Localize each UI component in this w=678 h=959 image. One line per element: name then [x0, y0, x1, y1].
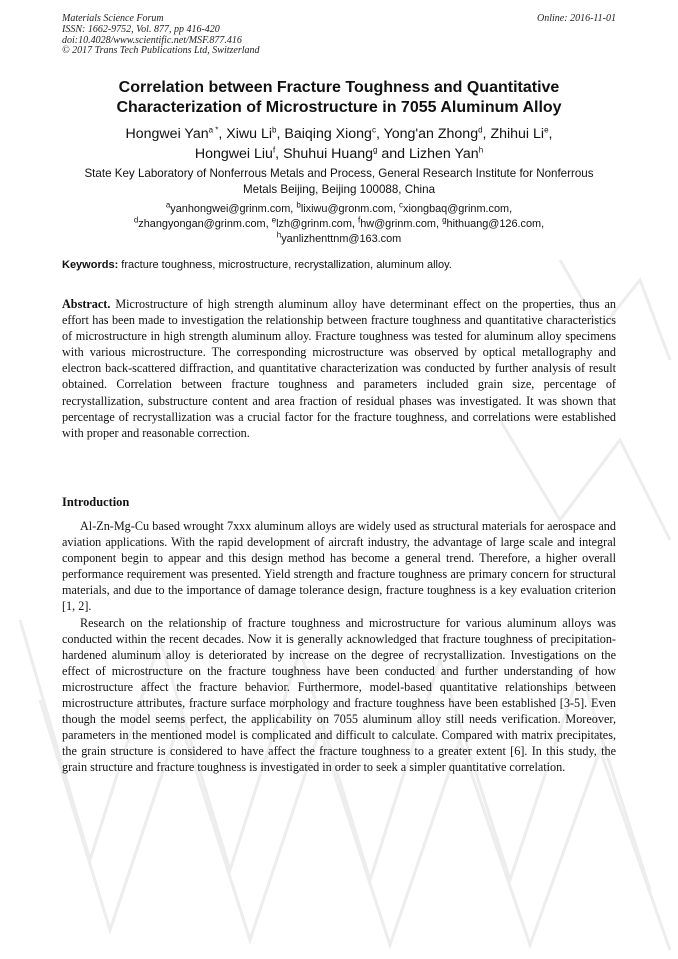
- email-sup: f: [357, 215, 361, 225]
- author-name: Lizhen Yan: [409, 146, 479, 162]
- author-sep: and: [377, 146, 410, 162]
- email-line-3: [62, 232, 616, 247]
- journal-header: [62, 14, 616, 57]
- author-sup: g: [373, 145, 378, 155]
- affiliation: [62, 166, 616, 198]
- author-name: Zhihui Li: [490, 126, 545, 142]
- author-sep: ,: [275, 146, 284, 162]
- keywords-label: Keywords:: [62, 259, 119, 271]
- email-link[interactable]: yanhongwei@grinm.com,: [170, 203, 297, 215]
- email-link[interactable]: zhangyongan@grinm.com,: [138, 218, 272, 230]
- email-sup: d: [133, 215, 139, 225]
- author-sup: e: [544, 125, 549, 135]
- email-sup: a: [165, 200, 171, 210]
- issn-line: ISSN: 1662-9752, Vol. 877, pp 416-420: [62, 23, 220, 35]
- email-link[interactable]: lixiwu@gronm.com,: [300, 203, 400, 215]
- author-line-2: [40, 144, 638, 164]
- journal-name: Materials Science Forum: [62, 13, 164, 24]
- author-sup: c: [371, 125, 376, 135]
- email-link[interactable]: hithuang@126.com,: [446, 218, 545, 230]
- introduction-body: [62, 518, 616, 776]
- author-sup: a *: [208, 125, 219, 135]
- email-link[interactable]: xiongbaq@grinm.com,: [403, 203, 513, 215]
- email-line-2: [62, 217, 616, 232]
- email-sup: h: [276, 230, 282, 240]
- author-name: Baiqing Xiong: [284, 126, 372, 142]
- email-line-1: [62, 202, 616, 217]
- email-link[interactable]: lzh@grinm.com,: [276, 218, 358, 230]
- author-sep: ,: [375, 126, 384, 142]
- online-date: Online: 2016-11-01: [537, 13, 616, 24]
- author-sep: ,: [482, 126, 491, 142]
- email-sup: g: [442, 215, 447, 225]
- abstract-label: Abstract.: [62, 297, 111, 311]
- author-name: Yong'an Zhong: [383, 126, 479, 142]
- email-sup: b: [296, 200, 301, 210]
- abstract: [62, 296, 616, 441]
- affiliation-line-1: State Key Laboratory of Nonferrous Metals and Process, General Research Institute for Nonferrous: [84, 167, 594, 180]
- author-line-1: [40, 124, 638, 144]
- paper-title: [40, 78, 638, 118]
- author-list: [40, 124, 638, 164]
- email-list: [62, 202, 616, 247]
- abstract-text: Microstructure of high strength aluminum alloy have determinant effect on the properties, thus an effort has been made to investigation the relationship between fracture toughness and quantitative characteristics of microstructure in high strength aluminum alloy. Fracture toughness was tested for aluminum alloy specimens with various microstructure. The corresponding microstructure was observed by optical metallography and electron back-scattered diffraction, and quantitative characterization was conducted by further analysis of result obtained. Correlation between fracture toughness and parameters included grain size, percentage of recrystallization, substructure content and area fraction of residual phases was investigated. It was shown that percentage of recrystallization was a crucial factor for the fracture toughness, and correlations were established with proper and reasonable correction.: [62, 297, 616, 440]
- keywords: [62, 258, 616, 273]
- title-line-1: Correlation between Fracture Toughness and Quantitative: [118, 79, 560, 96]
- author-sup: b: [272, 125, 277, 135]
- affiliation-line-2: Metals Beijing, Beijing 100088, China: [242, 183, 436, 196]
- author-name: Hongwei Liu: [194, 146, 273, 162]
- intro-paragraph-2: Research on the relationship of fracture toughness and microstructure for various aluminum alloys was conducted within the recent decades. Now it is generally acknowledged that fracture toughness of precipitation-hardened aluminum alloy is deteriorated by increase on the degree of recrystallization. Investigations on the effect of microstructure on the fracture toughness have been conducted and further understanding of how microstructure affect the fracture behavior. Furthermore, model-based quantitative relationships between microstructure attributes, fracture surface morphology and fracture toughness have been established [3-5]. Even though the model seems perfect, the applicability on 7055 aluminum alloy still needs verification. Moreover, parameters in the mentioned model is complicated and difficult to calculate. Compared with matrix precipitates, the grain structure is considered to have affect the fracture toughness to a greater extent [6]. In this study, the grain structure and fracture toughness is investigated in order to seek a simpler quantitative correlation.: [62, 615, 616, 775]
- author-name: Shuhui Huang: [283, 146, 373, 162]
- intro-paragraph-1: Al-Zn-Mg-Cu based wrought 7xxx aluminum alloys are widely used as structural materials for aerospace and aviation applications. With the rapid development of aircraft industry, the advantage of large scale and integral component begin to appear and this design method has become a general trend. Therefore, a higher overall performance requirement was presented. Yield strength and fracture toughness are primary concern for structural materials, and due to the importance of damage tolerance design, fracture toughness is a key evaluation criterion [1, 2].: [62, 519, 616, 614]
- author-sup: f: [272, 145, 276, 155]
- author-sep: ,: [276, 126, 285, 142]
- author-sup: h: [478, 145, 484, 155]
- email-link[interactable]: hw@grinm.com,: [360, 218, 443, 230]
- keywords-text: fracture toughness, microstructure, recrystallization, aluminum alloy.: [118, 259, 452, 271]
- copyright-line: © 2017 Trans Tech Publications Ltd, Switzerland: [62, 45, 260, 57]
- author-sep: ,: [218, 126, 227, 142]
- doi-line: doi:10.4028/www.scientific.net/MSF.877.416: [62, 34, 242, 46]
- author-name: Hongwei Yan: [125, 126, 209, 142]
- author-name: Xiwu Li: [226, 126, 273, 142]
- title-line-2: Characterization of Microstructure in 7055 Aluminum Alloy: [116, 99, 562, 116]
- section-heading-introduction: Introduction: [62, 495, 130, 509]
- email-link[interactable]: yanlizhenttnm@163.com: [281, 233, 402, 245]
- email-sup: c: [399, 200, 404, 210]
- author-sep: ,: [548, 126, 553, 142]
- author-sup: d: [478, 125, 483, 135]
- email-sup: e: [271, 215, 277, 225]
